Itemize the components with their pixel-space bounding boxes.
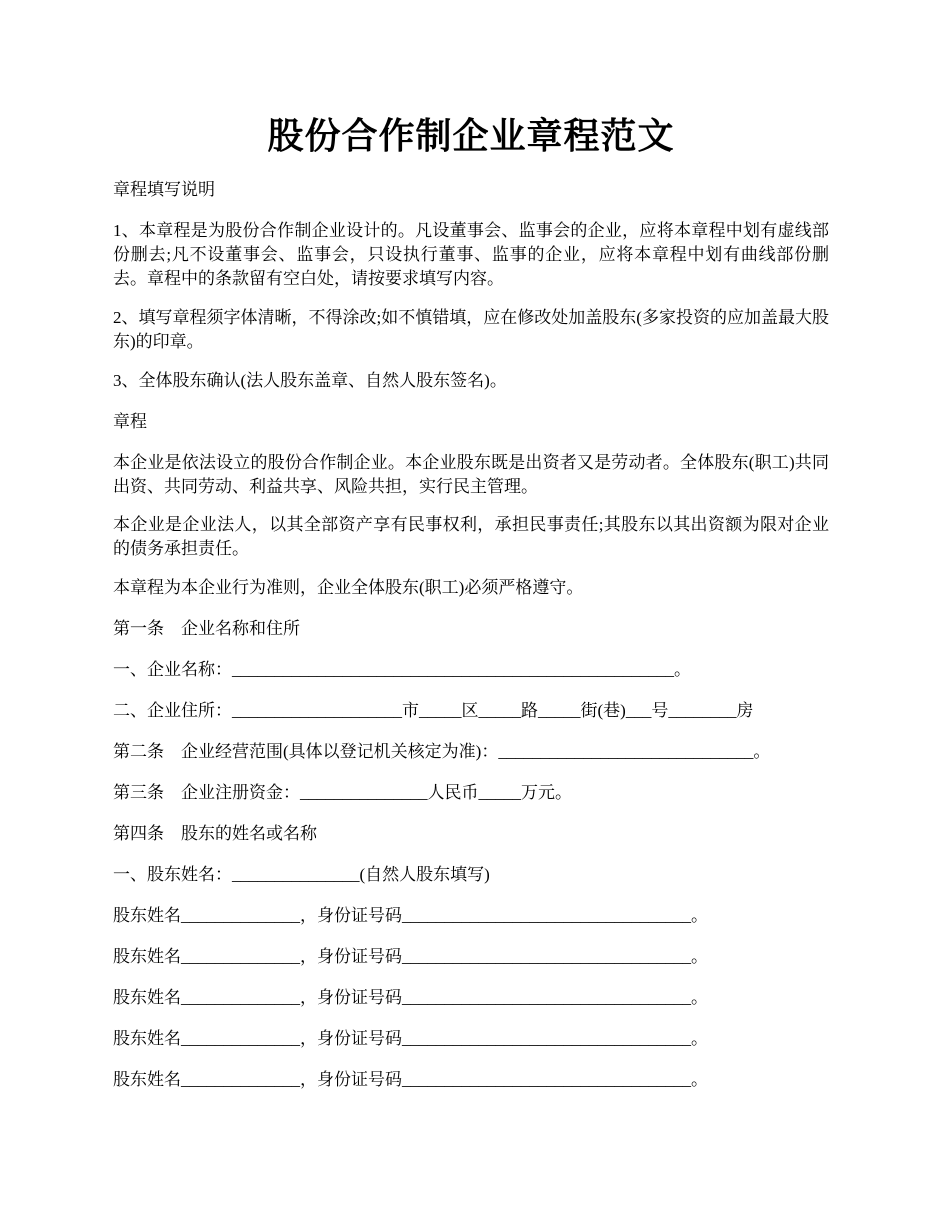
article-1-enterprise-address: 二、企业住所：____________________市_____区_____路_____街(巷)___号________房 [113,701,754,720]
article-4-natural-person-shareholder: 一、股东姓名：_______________(自然人股东填写) [113,865,490,884]
instruction-item-3: 3、全体股东确认(法人股东盖章、自然人股东签名)。 [113,371,507,390]
article-2-business-scope: 第二条 企业经营范围(具体以登记机关核定为准)：______________________________。 [113,742,771,761]
charter-heading: 章程 [113,412,147,431]
preamble-paragraph-2: 本企业是企业法人，以其全部资产享有民事权利，承担民事责任;其股东以其出资额为限对企业的债务承担责任。 [113,515,829,558]
article-3-registered-capital: 第三条 企业注册资金：_______________人民币_____万元。 [113,783,572,802]
instruction-item-2: 2、填写章程须字体清晰，不得涂改;如不慎错填，应在修改处加盖股东(多家投资的应加盖最大股东)的印章。 [113,308,829,351]
article-1-heading: 第一条 企业名称和住所 [113,619,300,638]
document-title: 股份合作制企业章程范文 [267,116,675,156]
preamble-paragraph-3: 本章程为本企业行为准则，企业全体股东(职工)必须严格遵守。 [113,578,584,597]
shareholder-row: 股东姓名______________，身份证号码__________________________________。 [113,988,708,1007]
shareholder-row: 股东姓名______________，身份证号码__________________________________。 [113,1070,708,1089]
shareholder-row: 股东姓名______________，身份证号码__________________________________。 [113,947,708,966]
shareholder-row: 股东姓名______________，身份证号码__________________________________。 [113,1029,708,1048]
shareholder-row: 股东姓名______________，身份证号码__________________________________。 [113,906,708,925]
preamble-paragraph-1: 本企业是依法设立的股份合作制企业。本企业股东既是出资者又是劳动者。全体股东(职工)共同出资、共同劳动、利益共享、风险共担，实行民主管理。 [113,453,829,496]
article-4-heading: 第四条 股东的姓名或名称 [113,824,317,843]
instructions-heading: 章程填写说明 [113,180,215,199]
article-1-enterprise-name: 一、企业名称：____________________________________________________。 [113,660,691,679]
instruction-item-1: 1、本章程是为股份合作制企业设计的。凡设董事会、监事会的企业，应将本章程中划有虚线部份删去;凡不设董事会、监事会，只设执行董事、监事的企业，应将本章程中划有曲线部份删去。章程中的条款留有空白处，请按要求填写内容。 [113,221,829,288]
